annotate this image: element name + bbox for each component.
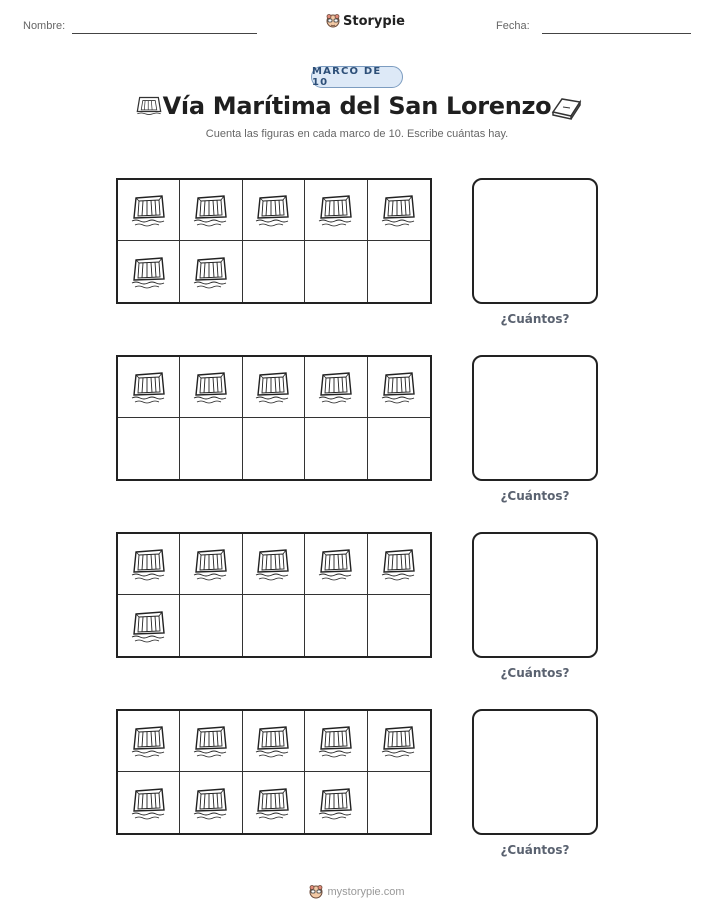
frame-cell [180, 711, 242, 772]
gold-bar-icon [550, 94, 582, 120]
frame-cell [118, 711, 180, 772]
answer-box-3[interactable] [472, 532, 598, 658]
canal-lock-icon [129, 544, 169, 584]
canal-lock-icon [129, 367, 169, 407]
frame-cell [305, 241, 367, 302]
frame-cell [305, 180, 367, 241]
canal-lock-icon [129, 606, 169, 646]
frame-cell [368, 180, 430, 241]
answer-label-3: ¿Cuántos? [500, 666, 570, 680]
frame-cell [305, 772, 367, 833]
canal-lock-icon [379, 367, 419, 407]
canal-lock-icon [316, 190, 356, 230]
frame-cell [243, 595, 305, 656]
footer [0, 884, 714, 900]
canal-lock-icon [379, 190, 419, 230]
frame-cell [180, 534, 242, 595]
frame-cell [368, 357, 430, 418]
canal-lock-icon [191, 367, 231, 407]
frame-cell [368, 772, 430, 833]
frame-cell [118, 241, 180, 302]
ten-frame-4 [116, 709, 432, 835]
ten-frame-3 [116, 532, 432, 658]
canal-lock-icon [253, 783, 293, 823]
answer-label-4: ¿Cuántos? [500, 843, 570, 857]
frame-cell [243, 241, 305, 302]
frame-cell [305, 595, 367, 656]
frame-cell [180, 418, 242, 479]
ten-frame-1 [116, 178, 432, 304]
frame-cell [118, 595, 180, 656]
frame-cell [118, 418, 180, 479]
frame-cell [118, 772, 180, 833]
frame-cell [118, 534, 180, 595]
canal-lock-icon [191, 783, 231, 823]
frame-cell [243, 180, 305, 241]
brand-name: Storypie [343, 13, 405, 29]
canal-lock-icon [191, 252, 231, 292]
frame-cell [180, 772, 242, 833]
frame-cell [305, 711, 367, 772]
frame-cell [243, 357, 305, 418]
frame-cell [180, 595, 242, 656]
canal-lock-icon [316, 783, 356, 823]
name-field[interactable] [72, 33, 257, 34]
date-field[interactable] [542, 33, 691, 34]
frame-cell [368, 534, 430, 595]
frame-cell [368, 595, 430, 656]
frame-cell [180, 180, 242, 241]
frame-cell [368, 418, 430, 479]
canal-lock-icon [316, 721, 356, 761]
frame-cell [305, 357, 367, 418]
answer-box-4[interactable] [472, 709, 598, 835]
answer-label-2: ¿Cuántos? [500, 489, 570, 503]
canal-lock-icon [191, 544, 231, 584]
canal-lock-icon [379, 721, 419, 761]
canal-lock-icon [129, 783, 169, 823]
frame-cell [243, 711, 305, 772]
canal-lock-icon [316, 544, 356, 584]
name-label: Nombre: [23, 20, 66, 32]
worksheet-type-badge: MARCO DE 10 [311, 66, 403, 88]
ten-frame-2 [116, 355, 432, 481]
answer-box-2[interactable] [472, 355, 598, 481]
canal-lock-icon [129, 190, 169, 230]
canal-lock-icon [253, 190, 293, 230]
instructions: Cuenta las figuras en cada marco de 10. Escribe cuántas hay. [205, 128, 509, 140]
frame-cell [305, 534, 367, 595]
answer-box-1[interactable] [472, 178, 598, 304]
frame-cell [180, 357, 242, 418]
page-title: Vía Marítima del San Lorenzo [162, 92, 552, 120]
frame-cell [368, 711, 430, 772]
frame-cell [368, 241, 430, 302]
storypie-mascot-icon [326, 13, 340, 29]
canal-lock-icon [316, 367, 356, 407]
brand-logo [326, 13, 405, 29]
frame-cell [118, 357, 180, 418]
canal-lock-icon [253, 721, 293, 761]
canal-lock-icon [379, 544, 419, 584]
date-label: Fecha: [496, 20, 530, 32]
frame-cell [243, 418, 305, 479]
canal-lock-icon [191, 721, 231, 761]
frame-cell [118, 180, 180, 241]
answer-label-1: ¿Cuántos? [500, 312, 570, 326]
footer-site: mystorypie.com [327, 886, 405, 898]
frame-cell [180, 241, 242, 302]
canal-lock-icon [253, 544, 293, 584]
storypie-mascot-icon [309, 884, 323, 900]
canal-lock-icon [129, 721, 169, 761]
frame-cell [243, 534, 305, 595]
canal-lock-icon [191, 190, 231, 230]
canal-lock-icon [129, 252, 169, 292]
canal-lock-icon [253, 367, 293, 407]
frame-cell [305, 418, 367, 479]
frame-cell [243, 772, 305, 833]
